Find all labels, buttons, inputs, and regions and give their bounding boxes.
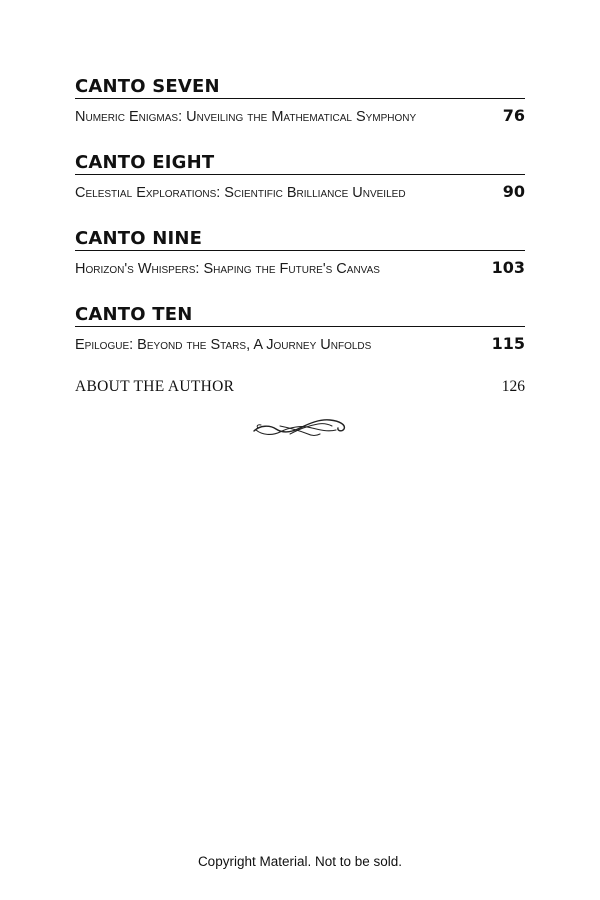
- chapter-title: Epilogue: Beyond the Stars, A Journey Unfolds: [75, 337, 372, 353]
- toc-entry-row: [75, 106, 525, 125]
- page-number: 90: [502, 182, 525, 201]
- chapter-title: Numeric Enigmas: Unveiling the Mathematical Symphony: [75, 109, 417, 125]
- page-number: 115: [491, 334, 525, 353]
- canto-heading: CANTO NINE: [75, 228, 525, 251]
- page-number: 103: [491, 258, 525, 277]
- toc-entry-about-author: [75, 378, 525, 396]
- toc-entry-canto-ten: [75, 304, 525, 353]
- table-of-contents: [75, 76, 525, 396]
- toc-entry-canto-seven: [75, 76, 525, 125]
- toc-entry-row: [75, 258, 525, 277]
- page-number: 126: [501, 378, 525, 395]
- canto-heading: CANTO EIGHT: [75, 152, 525, 175]
- toc-entry-row: [75, 334, 525, 353]
- page-number: 76: [502, 106, 525, 125]
- flourish-ornament-icon: [250, 414, 350, 442]
- toc-entry-row: [75, 182, 525, 201]
- canto-heading: CANTO SEVEN: [75, 76, 525, 99]
- about-author-title: ABOUT THE AUTHOR: [75, 378, 235, 395]
- canto-heading: CANTO TEN: [75, 304, 525, 327]
- chapter-title: Horizon's Whispers: Shaping the Future's Canvas: [75, 261, 380, 277]
- chapter-title: Celestial Explorations: Scientific Brilliance Unveiled: [75, 185, 406, 201]
- toc-entry-canto-nine: [75, 228, 525, 277]
- toc-entry-canto-eight: [75, 152, 525, 201]
- copyright-notice: Copyright Material. Not to be sold.: [197, 854, 403, 869]
